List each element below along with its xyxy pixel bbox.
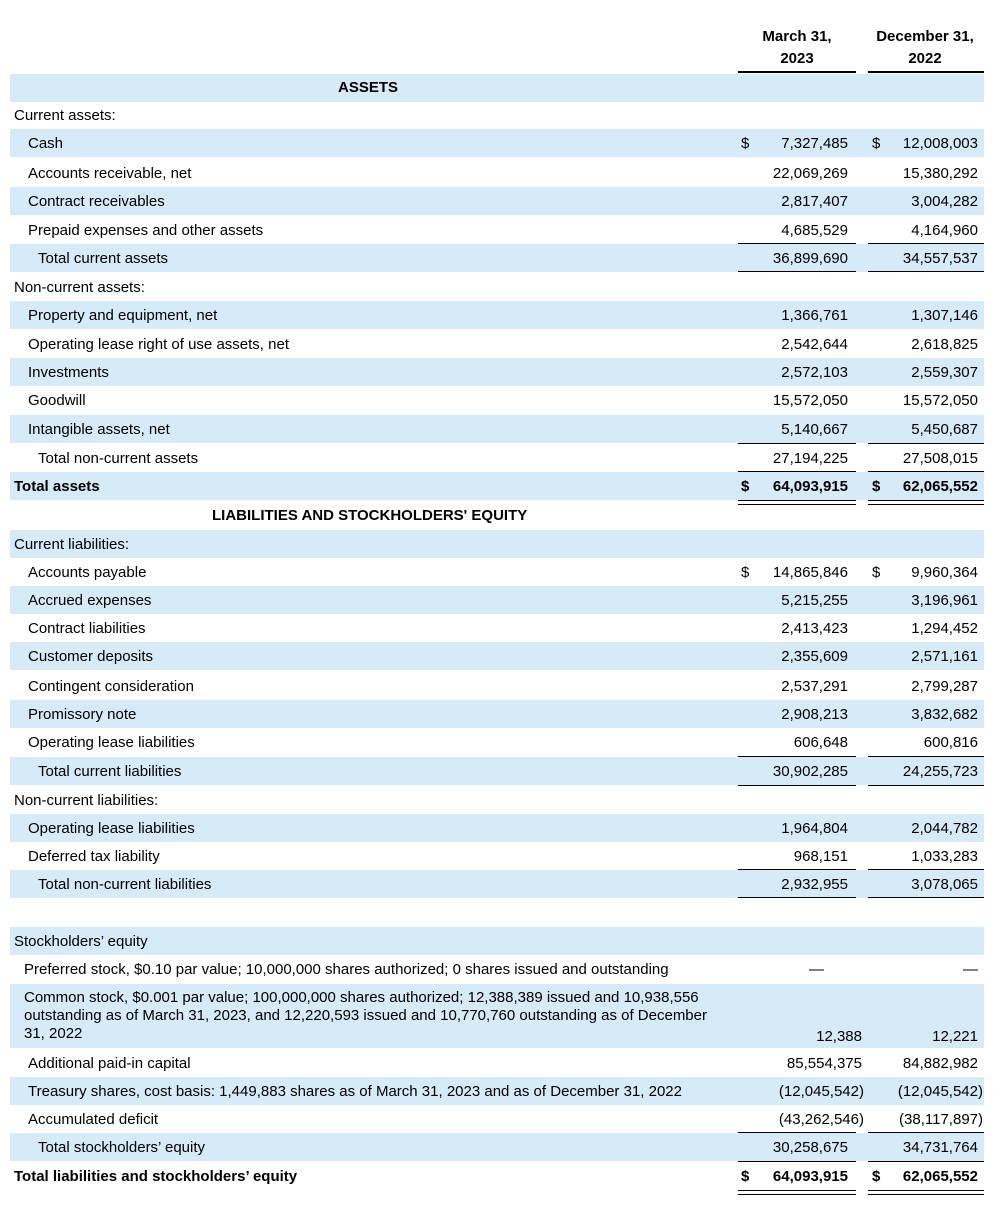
col-header-dec-line1: December 31, [876, 28, 974, 45]
table-row-operating-lease-current [10, 728, 984, 756]
value-dec-2022: 2,559,307 [911, 364, 978, 381]
current-liabilities-heading: Current liabilities: [14, 536, 130, 553]
table-row-accounts-payable [10, 558, 984, 586]
value-dec-2022: 24,255,723 [902, 763, 978, 780]
value-mar-2023: 15,572,050 [772, 392, 848, 409]
value-dec-2022: 34,557,537 [902, 250, 978, 267]
table-row-contingent-consideration [10, 671, 984, 699]
value-mar-2023: 36,899,690 [772, 250, 848, 267]
value-dec-2022: 3,004,282 [911, 193, 978, 210]
value-dec-2022: 2,044,782 [911, 820, 978, 837]
row-label: Preferred stock, $0.10 par value; 10,000,000 shares authorized; 0 shares issued and outstanding [24, 961, 669, 978]
row-label: Goodwill [28, 392, 86, 409]
current-assets-heading: Current assets: [14, 107, 116, 124]
value-dec-2022: 12,008,003 [902, 135, 978, 152]
subtotal-underline [868, 897, 984, 898]
current-assets-heading-row [10, 102, 984, 128]
value-mar-2023: 64,093,915 [772, 1168, 848, 1185]
value-mar-2023: 5,215,255 [781, 592, 848, 609]
equity-heading: Stockholders’ equity [14, 933, 148, 950]
row-label: Total non-current assets [38, 450, 199, 467]
value-dec-2022: 15,380,292 [902, 165, 978, 182]
total-double-underline [738, 1190, 856, 1195]
row-label: Total assets [14, 478, 100, 495]
table-row-cash [10, 129, 984, 157]
total-double-underline [868, 1190, 984, 1195]
subtotal-underline [738, 897, 856, 898]
dollar-sign: $ [741, 135, 750, 152]
value-mar-2023: 2,932,955 [781, 876, 848, 893]
col-header-underline [868, 71, 984, 73]
col-header-dec-2022 [866, 26, 984, 70]
value-dec-2022: 15,572,050 [902, 392, 978, 409]
table-row-total-noncurrent-liabilities [10, 870, 984, 898]
table-row-total-current-assets [10, 244, 984, 272]
table-row-ppe [10, 301, 984, 329]
row-label: Contract receivables [28, 193, 165, 210]
equity-heading-row [10, 927, 984, 955]
value-mar-2023: 5,140,667 [781, 421, 848, 438]
row-label: Total stockholders’ equity [38, 1139, 206, 1156]
value-mar-2023: — [809, 961, 824, 978]
subtotal-underline [738, 271, 856, 272]
value-mar-2023: 1,366,761 [781, 307, 848, 324]
col-header-march-2023 [738, 26, 856, 70]
col-header-march-line2: 2023 [780, 50, 814, 67]
table-row-customer-deposits [10, 642, 984, 670]
value-dec-2022: 62,065,552 [902, 1168, 978, 1185]
row-label: Accrued expenses [28, 592, 152, 609]
table-row-apic [10, 1049, 984, 1077]
value-mar-2023: 2,542,644 [781, 336, 848, 353]
noncurrent-assets-heading-row [10, 273, 984, 301]
table-row-deferred-tax [10, 842, 984, 870]
assets-heading: ASSETS [338, 79, 399, 96]
value-mar-2023: 22,069,269 [772, 165, 848, 182]
row-label: Deferred tax liability [28, 848, 160, 865]
row-label: Intangible assets, net [28, 421, 170, 438]
table-row-total-assets [10, 472, 984, 500]
row-label: Contract liabilities [28, 620, 146, 637]
value-mar-2023: 30,902,285 [772, 763, 848, 780]
row-label: Operating lease right of use assets, net [28, 336, 289, 353]
value-dec-2022: 1,307,146 [911, 307, 978, 324]
value-mar-2023: 2,355,609 [781, 648, 848, 665]
table-row-goodwill [10, 386, 984, 414]
table-row-contract-liabilities [10, 614, 984, 642]
value-dec-2022: 5,450,687 [911, 421, 978, 438]
row-label: Cash [28, 135, 64, 152]
value-mar-2023: 14,865,846 [772, 564, 848, 581]
value-dec-2022: 3,196,961 [911, 592, 978, 609]
value-mar-2023: 1,964,804 [781, 820, 848, 837]
dollar-sign: $ [741, 1168, 750, 1185]
value-dec-2022: 3,832,682 [911, 706, 978, 723]
noncurrent-liabilities-heading-row [10, 786, 984, 814]
table-row-preferred-stock [10, 955, 984, 983]
noncurrent-assets-heading: Non-current assets: [14, 279, 145, 296]
dollar-sign: $ [872, 135, 881, 152]
value-mar-2023: 2,537,291 [781, 678, 848, 695]
row-label: Accounts payable [28, 564, 147, 581]
row-label: Operating lease liabilities [28, 734, 195, 751]
row-label: Additional paid-in capital [28, 1055, 191, 1072]
noncurrent-liabilities-heading: Non-current liabilities: [14, 792, 159, 809]
value-dec-2022: 600,816 [923, 734, 978, 751]
value-mar-2023: 968,151 [793, 848, 848, 865]
table-row-total-stockholders-equity [10, 1133, 984, 1161]
table-row-common-stock [10, 984, 984, 1048]
value-dec-2022: (38,117,897) [899, 1111, 983, 1128]
liabilities-heading: LIABILITIES AND STOCKHOLDERS' EQUITY [212, 507, 528, 524]
row-label: Customer deposits [28, 648, 154, 665]
col-header-underline [738, 71, 856, 73]
row-label: Total current assets [38, 250, 169, 267]
row-label: Operating lease liabilities [28, 820, 195, 837]
value-mar-2023: (43,262,546) [778, 1111, 864, 1128]
dollar-sign: $ [741, 478, 750, 495]
subtotal-underline [868, 271, 984, 272]
col-header-march-line1: March 31, [762, 28, 832, 45]
value-dec-2022: 12,221 [932, 1028, 978, 1045]
value-dec-2022: 9,960,364 [911, 564, 978, 581]
table-row-accumulated-deficit [10, 1105, 984, 1133]
value-dec-2022: 2,618,825 [911, 336, 978, 353]
row-label: Investments [28, 364, 109, 381]
table-row-accrued-expenses [10, 586, 984, 614]
row-label: Prepaid expenses and other assets [28, 222, 264, 239]
dollar-sign: $ [872, 1168, 881, 1185]
value-dec-2022: 62,065,552 [902, 478, 978, 495]
value-mar-2023: 64,093,915 [772, 478, 848, 495]
row-label: Contingent consideration [28, 678, 194, 695]
table-row-treasury-shares [10, 1077, 984, 1105]
row-label: Total current liabilities [38, 763, 182, 780]
value-mar-2023: (12,045,542) [778, 1083, 864, 1100]
value-mar-2023: 4,685,529 [781, 222, 848, 239]
value-dec-2022: 2,571,161 [911, 648, 978, 665]
table-row-promissory-note [10, 700, 984, 728]
row-label: Common stock, $0.001 par value; 100,000,000 shares authorized; 12,388,389 issued and 10,938,556 outstanding as of March 31, 2023, and 12,220,593 issued and 10,770,760 outstanding as of December 31, 2022 [24, 989, 707, 1042]
value-dec-2022: 4,164,960 [911, 222, 978, 239]
table-row-operating-lease-noncurrent [10, 814, 984, 842]
row-label: Promissory note [28, 706, 137, 723]
value-mar-2023: 85,554,375 [786, 1055, 862, 1072]
table-row-accounts-receivable [10, 158, 984, 186]
row-label: Treasury shares, cost basis: 1,449,883 shares as of March 31, 2023 and as of December 31, 2022 [28, 1083, 682, 1100]
dollar-sign: $ [872, 478, 881, 495]
table-row-total-noncurrent-assets [10, 444, 984, 472]
row-label: Property and equipment, net [28, 307, 218, 324]
value-dec-2022: — [963, 961, 978, 978]
value-mar-2023: 12,388 [816, 1028, 862, 1045]
value-mar-2023: 2,413,423 [781, 620, 848, 637]
row-label: Accumulated deficit [28, 1111, 159, 1128]
value-dec-2022: 27,508,015 [902, 450, 978, 467]
row-label: Accounts receivable, net [28, 165, 192, 182]
value-mar-2023: 27,194,225 [772, 450, 848, 467]
assets-heading-row [10, 74, 984, 102]
value-mar-2023: 2,817,407 [781, 193, 848, 210]
row-label: Total liabilities and stockholders’ equity [14, 1168, 298, 1185]
col-header-dec-line2: 2022 [908, 50, 942, 67]
dollar-sign: $ [741, 564, 750, 581]
dollar-sign: $ [872, 564, 881, 581]
value-mar-2023: 2,572,103 [781, 364, 848, 381]
table-row-total-current-liabilities [10, 757, 984, 785]
table-row-prepaid [10, 216, 984, 244]
value-dec-2022: 34,731,764 [902, 1139, 978, 1156]
value-dec-2022: 3,078,065 [911, 876, 978, 893]
table-row-contract-receivables [10, 187, 984, 215]
value-dec-2022: 1,033,283 [911, 848, 978, 865]
value-mar-2023: 30,258,675 [772, 1139, 848, 1156]
value-dec-2022: (12,045,542) [897, 1083, 983, 1100]
row-label: Total non-current liabilities [38, 876, 212, 893]
current-liabilities-heading-row [10, 530, 984, 558]
table-row-total-liabilities-equity [10, 1162, 984, 1190]
value-mar-2023: 606,648 [793, 734, 848, 751]
table-row-rou-assets [10, 330, 984, 358]
liabilities-heading-row [10, 502, 984, 530]
value-dec-2022: 1,294,452 [911, 620, 978, 637]
table-row-investments [10, 358, 984, 386]
value-dec-2022: 84,882,982 [902, 1055, 978, 1072]
value-dec-2022: 2,799,287 [911, 678, 978, 695]
table-row-intangibles [10, 415, 984, 443]
value-mar-2023: 2,908,213 [781, 706, 848, 723]
value-mar-2023: 7,327,485 [781, 135, 848, 152]
